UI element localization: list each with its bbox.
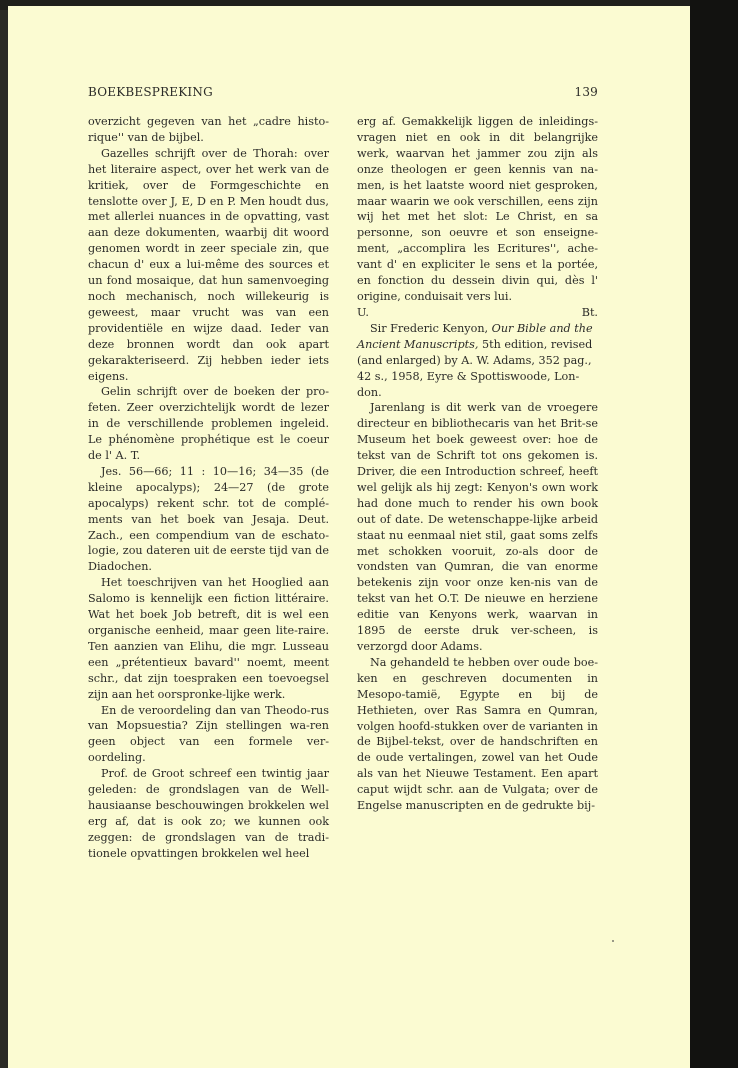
paragraph: overzicht gegeven van het „cadre histo-rique'' van de bijbel. xyxy=(88,115,329,144)
paragraph: Gelin schrijft over de boeken der pro-feten. Zeer overzichtelijk wordt de lezer in de verschillende problemen ingeleid. Le phénomène prophétique est le coeur de l' A. T. xyxy=(88,385,329,463)
reference-title: Our Bible and the Ancient Manuscripts, xyxy=(357,321,593,351)
scan-speck xyxy=(612,940,614,942)
left-column xyxy=(88,114,329,862)
paragraph: Jarenlang is dit werk van de vroegere directeur en bibliothecaris van het Brit-se Museum het boek geweest over: hoe de tekst van de Schrift tot ons gekomen is. Driver, die een Introduction schreef, heeft wel gelijk als hij zegt: Kenyon's own work had done much to render his own book out of date. De wetenschappe-lijke arbeid staat nu eenmaal niet stil, gaat soms zelfs met schokken vooruit, zo-als door de vondsten van Qumran, die van enorme betekenis zijn voor onze ken-nis van de tekst van het O.T. De nieuwe en herziene editie van Kenyons werk, waarvan in 1895 de eerste druk ver-scheen, is verzorgd door Adams. xyxy=(357,401,598,653)
paragraph: erg af. Gemakkelijk liggen de inleidings-vragen niet en ook in dit belangrijke werk, waarvan het jammer zou zijn als onze theologen er geen kennis van na-men, is het laatste woord niet gesproken, maar waarin we ook verschillen, eens zijn wij het met het slot: Le Christ, en sa personne, son oeuvre et son enseigne-ment, „accomplira les Ecritures'', ache-vant d' en expliciter le sens et la portée, en fonction du dessein divin qui, dès l' origine, conduisait vers lui. xyxy=(357,115,598,303)
running-header xyxy=(88,85,598,101)
scan-edge-right xyxy=(690,0,738,1068)
paragraph: En de veroordeling dan van Theodo-rus van Mopsuestia? Zijn stellingen wa-ren geen object van een formele ver-oordeling. xyxy=(88,703,329,765)
reviewer-signoff xyxy=(357,305,598,321)
paragraph: Het toeschrijven van het Hooglied aan Salomo is kennelijk een fiction littéraire. Wat het boek Job betreft, dit is wel een organische eenheid, maar geen lite-raire. Ten aanzien van Elihu, die mgr. Lusseau een „prétentieux bavard'' noemt, meent schr., dat zijn toespraken een toevoegsel zijn aan het oorspronke-lijke werk. xyxy=(88,576,329,701)
paragraph: Na gehandeld te hebben over oude boe-ken en geschreven documenten in Mesopo-tamië, Egypte en bij de Hethieten, over Ras Samra en Qumran, volgen hoofd-stukken over de varianten in de Bijbel-tekst, over de handschriften en de oude vertalingen, zowel van het Oude als van het Nieuwe Testament. Een apart caput wijdt schr. aan de Vulgata; over de Engelse manuscripten en de gedrukte bij- xyxy=(357,655,598,813)
page-number: 139 xyxy=(574,85,598,99)
signoff-initial-left: U. xyxy=(357,305,369,319)
reference-author: Sir Frederic Kenyon, xyxy=(370,321,489,335)
paragraph: Gazelles schrijft over de Thorah: over het literaire aspect, over het werk van de kritiek, over de Formgeschichte en tenslotte over J, E, D en P. Men houdt dus, met allerlei nuances in de opvatting, vast aan deze dokumenten, waarbij dit woord genomen wordt in zeer speciale zin, que chacun d' eux a lui-même des sources et un fond mosaique, dat hun samenvoeging noch mechanisch, noch willekeurig is geweest, maar vrucht was van een providentiële en wijze daad. Ieder van deze bronnen wordt dan ook apart gekarakteriseerd. Zij hebben ieder iets eigens. xyxy=(88,146,329,383)
book-reference xyxy=(357,321,598,401)
paragraph: Prof. de Groot schreef een twintig jaar geleden: de grondslagen van de Well-hausiaanse beschouwingen brokkelen wel erg af, dat is ook zo; we kunnen ook zeggen: de grondslagen van de tradi-tionele opvattingen brokkelen wel heel xyxy=(88,767,329,860)
reference-details: 5th edition, revised (and enlarged) by A. W. Adams, 352 pag., 42 s., 1958, Eyre & Spottiswoode, Lon-don. xyxy=(357,337,593,399)
paragraph: Jes. 56—66; 11 : 10—16; 34—35 (de kleine apocalyps); 24—27 (de grote apocalyps) rekent schr. tot de complé-ments van het boek van Jesaja. Deut. Zach., een compendium van de eschato-logie, zou dateren uit de eerste tijd van de Diadochen. xyxy=(88,464,329,574)
signoff-initial-right: Bt. xyxy=(581,305,598,319)
right-column xyxy=(357,114,598,814)
running-title: BOEKBESPREKING xyxy=(88,85,213,99)
